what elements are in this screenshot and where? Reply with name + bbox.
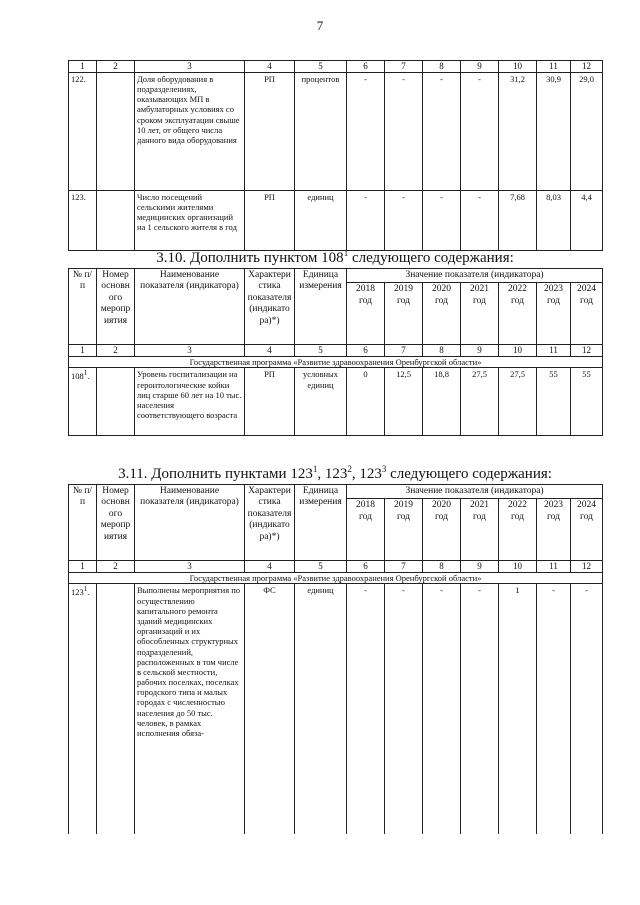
value-cell: -	[461, 190, 499, 250]
row-number-dot: .	[87, 371, 90, 382]
col-number: 9	[461, 345, 499, 357]
value-cell: 8,03	[537, 190, 571, 250]
value-cell: -	[537, 584, 571, 834]
value-cell: -	[385, 72, 423, 190]
col-number: 11	[537, 561, 571, 573]
indicators-table-continued	[68, 60, 603, 251]
value-cell: 7,68	[499, 190, 537, 250]
program-row	[69, 357, 603, 368]
header-year: 2018 год	[347, 283, 385, 345]
column-number-row	[69, 561, 603, 573]
section-heading-3-10	[68, 248, 602, 267]
header-unit: Единица измерения	[295, 485, 347, 561]
value-cell: 30,9	[537, 72, 571, 190]
unit: процентов	[295, 72, 347, 190]
value-cell: -	[461, 72, 499, 190]
value-cell: 4,4	[571, 190, 603, 250]
col-number: 12	[571, 561, 603, 573]
value-cell: 29,0	[571, 72, 603, 190]
indicator-characteristic: РП	[245, 72, 295, 190]
measure-number	[97, 584, 135, 834]
value-cell: -	[347, 72, 385, 190]
heading-superscript: 1	[312, 464, 318, 474]
col-number: 1	[69, 561, 97, 573]
header-characteristic: Характеристика показателя (индикатора)*)	[245, 269, 295, 345]
row-number: 123.	[69, 190, 97, 250]
indicator-name: Доля оборудования в подразделениях, оказывающих МП в амбулаторных условиях со сроком эксплуатации свыше 10 лет, от общего числа данного вида оборудования	[135, 72, 245, 190]
header-year: 2022 год	[499, 499, 537, 561]
col-number: 9	[461, 61, 499, 73]
col-number: 9	[461, 561, 499, 573]
col-number: 2	[97, 345, 135, 357]
heading-superscript: 1	[343, 248, 349, 258]
col-number: 2	[97, 561, 135, 573]
indicator-name: Уровень госпитализации на геронтологические койки лиц старше 60 лет на 10 тыс. населения соответствующего возраста	[135, 368, 245, 436]
header-year: 2023 год	[537, 499, 571, 561]
table-row	[69, 190, 603, 250]
value-cell: -	[571, 584, 603, 834]
header-row	[69, 485, 603, 499]
heading-text: , 123	[317, 466, 348, 482]
row-number: 122.	[69, 72, 97, 190]
section-heading-3-11	[68, 464, 602, 483]
col-number: 3	[135, 561, 245, 573]
header-year: 2024 год	[571, 283, 603, 345]
indicator-characteristic: РП	[245, 190, 295, 250]
heading-text: следующего содержания:	[386, 466, 552, 482]
header-year: 2018 год	[347, 499, 385, 561]
indicators-table-123	[68, 484, 603, 834]
header-measure: Номер основного мероприятия	[97, 269, 135, 345]
header-year: 2024 год	[571, 499, 603, 561]
heading-text: , 123	[351, 466, 382, 482]
col-number: 2	[97, 61, 135, 73]
header-unit: Единица измерения	[295, 269, 347, 345]
col-number: 8	[423, 345, 461, 357]
value-cell: -	[347, 190, 385, 250]
indicators-table-108	[68, 268, 603, 436]
header-year: 2021 год	[461, 283, 499, 345]
page-number: 7	[316, 18, 324, 33]
value-cell: 0	[347, 368, 385, 436]
value-cell: -	[423, 190, 461, 250]
col-number: 4	[245, 61, 295, 73]
header-year: 2023 год	[537, 283, 571, 345]
value-cell: -	[423, 584, 461, 834]
heading-text: следующего содержания:	[348, 250, 514, 266]
column-number-row	[69, 61, 603, 73]
indicator-name: Число посещений сельскими жителями медицинских организаций на 1 сельского жителя в год	[135, 190, 245, 250]
table-row	[69, 72, 603, 190]
col-number: 10	[499, 561, 537, 573]
col-number: 4	[245, 345, 295, 357]
value-cell: 27,5	[499, 368, 537, 436]
heading-superscript: 2	[347, 464, 352, 474]
row-number-sup: 1	[83, 369, 88, 378]
value-cell: -	[423, 72, 461, 190]
header-year: 2019 год	[385, 283, 423, 345]
col-number: 5	[295, 345, 347, 357]
value-cell: -	[461, 584, 499, 834]
col-number: 5	[295, 61, 347, 73]
value-cell: 12,5	[385, 368, 423, 436]
value-cell: 18,8	[423, 368, 461, 436]
program-title: Государственная программа «Развитие здравоохранения Оренбургской области»	[69, 357, 603, 368]
col-number: 1	[69, 345, 97, 357]
measure-number	[97, 190, 135, 250]
table-row	[69, 584, 603, 834]
row-number-dot: .	[87, 587, 90, 598]
indicator-characteristic: ФС	[245, 584, 295, 834]
col-number: 6	[347, 561, 385, 573]
indicator-characteristic: РП	[245, 368, 295, 436]
value-cell: 31,2	[499, 72, 537, 190]
col-number: 7	[385, 61, 423, 73]
header-num: № п/п	[69, 269, 97, 345]
col-number: 11	[537, 345, 571, 357]
unit: единиц	[295, 190, 347, 250]
measure-number	[97, 72, 135, 190]
header-year: 2022 год	[499, 283, 537, 345]
value-cell: -	[347, 584, 385, 834]
value-cell: -	[385, 584, 423, 834]
table-row	[69, 368, 603, 436]
col-number: 12	[571, 61, 603, 73]
column-number-row	[69, 345, 603, 357]
row-number	[69, 368, 97, 436]
header-values-title: Значение показателя (индикатора)	[347, 485, 603, 499]
header-name: Наименование показателя (индикатора)	[135, 269, 245, 345]
value-cell: 27,5	[461, 368, 499, 436]
row-number-base: 108	[71, 371, 84, 382]
col-number: 8	[423, 61, 461, 73]
heading-text: 3.10. Дополнить пунктом 108	[156, 250, 344, 266]
header-year: 2020 год	[423, 499, 461, 561]
col-number: 10	[499, 61, 537, 73]
program-row	[69, 573, 603, 584]
row-number	[69, 584, 97, 834]
unit: условных единиц	[295, 368, 347, 436]
col-number: 3	[135, 61, 245, 73]
value-cell: 55	[571, 368, 603, 436]
header-measure: Номер основного мероприятия	[97, 485, 135, 561]
heading-text: 3.11. Дополнить пунктами 123	[118, 466, 313, 482]
col-number: 1	[69, 61, 97, 73]
header-num: № п/п	[69, 485, 97, 561]
col-number: 4	[245, 561, 295, 573]
header-year: 2020 год	[423, 283, 461, 345]
program-title: Государственная программа «Развитие здравоохранения Оренбургской области»	[69, 573, 603, 584]
col-number: 12	[571, 345, 603, 357]
header-characteristic: Характеристика показателя (индикатора)*)	[245, 485, 295, 561]
col-number: 8	[423, 561, 461, 573]
row-number-sup: 1	[83, 585, 88, 594]
value-cell: 55	[537, 368, 571, 436]
unit: единиц	[295, 584, 347, 834]
value-cell: -	[385, 190, 423, 250]
header-year: 2021 год	[461, 499, 499, 561]
col-number: 6	[347, 345, 385, 357]
col-number: 7	[385, 561, 423, 573]
col-number: 3	[135, 345, 245, 357]
row-number-base: 123	[71, 587, 84, 598]
header-row	[69, 269, 603, 283]
heading-superscript: 3	[381, 464, 387, 474]
header-year: 2019 год	[385, 499, 423, 561]
indicator-name: Выполнены мероприятия по осуществлению капитального ремонта зданий медицинских организаций и их обособленных структурных подразделений, расположенных в том числе в сельской местности, рабочих поселках, поселках городского типа и малых городах с численностью населения до 50 тыс. человек, в рамках исполнения обяза-	[135, 584, 245, 834]
col-number: 7	[385, 345, 423, 357]
header-name: Наименование показателя (индикатора)	[135, 485, 245, 561]
value-cell: 1	[499, 584, 537, 834]
header-values-title: Значение показателя (индикатора)	[347, 269, 603, 283]
measure-number	[97, 368, 135, 436]
col-number: 10	[499, 345, 537, 357]
col-number: 11	[537, 61, 571, 73]
col-number: 5	[295, 561, 347, 573]
col-number: 6	[347, 61, 385, 73]
